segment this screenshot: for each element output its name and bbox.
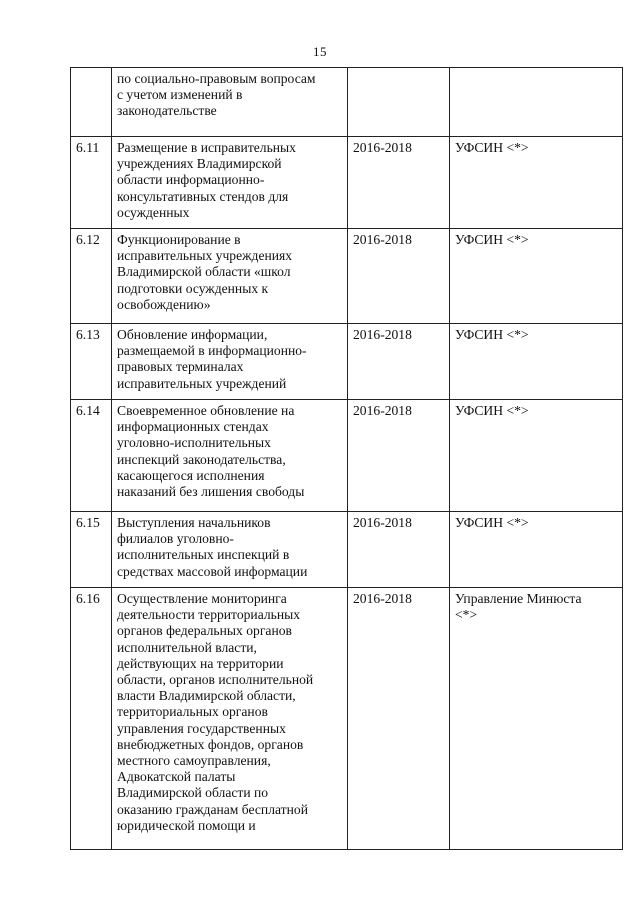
row-description: Обновление информации, размещаемой в информационно- правовых терминалах исправительных учреждений — [112, 324, 348, 400]
row-number: 6.15 — [71, 512, 112, 588]
row-period: 2016-2018 — [348, 400, 450, 512]
row-description: Функционирование в исправительных учреждениях Владимирской области «школ подготовки осужденных к освобождению» — [112, 229, 348, 324]
table-row — [71, 400, 623, 512]
row-executor: Управление Минюста <*> — [450, 588, 623, 850]
table-row — [71, 588, 623, 850]
row-executor: УФСИН <*> — [450, 229, 623, 324]
row-number: 6.13 — [71, 324, 112, 400]
row-executor: УФСИН <*> — [450, 512, 623, 588]
row-executor: УФСИН <*> — [450, 137, 623, 229]
row-number — [71, 68, 112, 137]
row-period: 2016-2018 — [348, 588, 450, 850]
row-number: 6.11 — [71, 137, 112, 229]
row-description: Осуществление мониторинга деятельности территориальных органов федеральных органов исполнительной власти, действующих на территории области, органов исполнительной власти Владимирской области, территориальных органов управления государственных внебюджетных фондов, органов местного самоуправления, Адвокатской палаты Владимирской области по оказанию гражданам бесплатной юридической помощи и — [112, 588, 348, 850]
row-period: 2016-2018 — [348, 229, 450, 324]
row-executor — [450, 68, 623, 137]
row-number: 6.16 — [71, 588, 112, 850]
row-description: Выступления начальников филиалов уголовно- исполнительных инспекций в средствах массовой информации — [112, 512, 348, 588]
row-executor: УФСИН <*> — [450, 400, 623, 512]
row-period: 2016-2018 — [348, 512, 450, 588]
row-description: Своевременное обновление на информационных стендах уголовно-исполнительных инспекций законодательства, касающегося исполнения наказаний без лишения свободы — [112, 400, 348, 512]
table-row — [71, 324, 623, 400]
table-row — [71, 137, 623, 229]
table-row — [71, 512, 623, 588]
row-number: 6.14 — [71, 400, 112, 512]
measures-table — [70, 67, 623, 850]
row-period — [348, 68, 450, 137]
row-description: по социально-правовым вопросам с учетом изменений в законодательстве — [112, 68, 348, 137]
row-period: 2016-2018 — [348, 137, 450, 229]
table-row — [71, 229, 623, 324]
row-description: Размещение в исправительных учреждениях Владимирской области информационно- консультативных стендов для осужденных — [112, 137, 348, 229]
page-number: 15 — [313, 44, 327, 59]
table-row — [71, 68, 623, 137]
row-executor: УФСИН <*> — [450, 324, 623, 400]
row-period: 2016-2018 — [348, 324, 450, 400]
row-number: 6.12 — [71, 229, 112, 324]
